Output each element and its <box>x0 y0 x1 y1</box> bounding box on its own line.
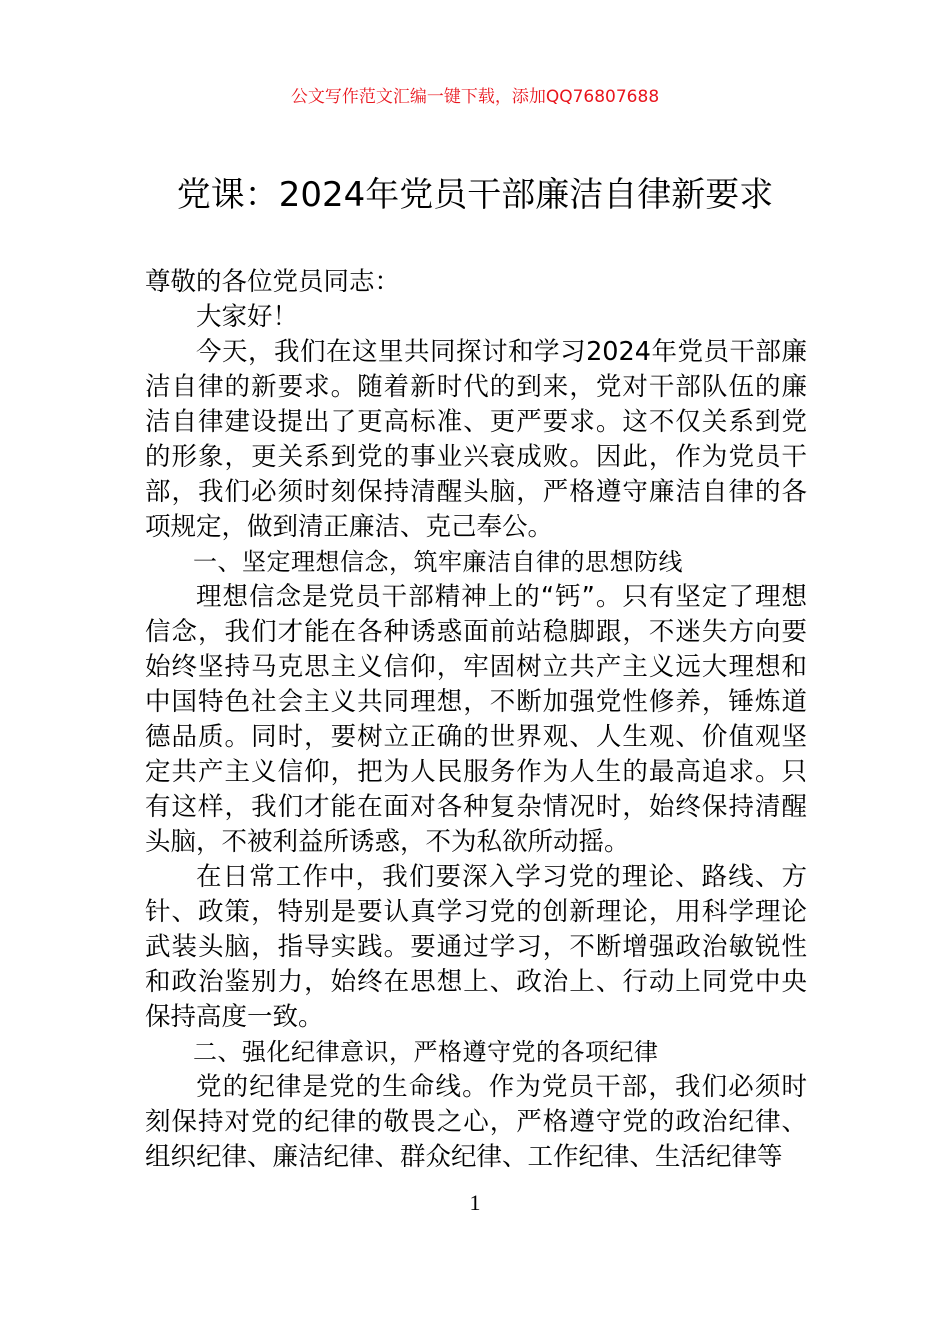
document-title: 党课：2024年党员干部廉洁自律新要求 <box>176 175 774 215</box>
paragraph-intro: 今天，我们在这里共同探讨和学习2024年党员干部廉洁自律的新要求。随着新时代的到来，党对干部队伍的廉洁自律建设提出了更高标准、更严要求。这不仅关系到党的形象，更关系到党的事业兴衰成败。因此，作为党员干部，我们必须时刻保持清醒头脑，严格遵守廉洁自律的各项规定，做到清正廉洁、克己奉公。 <box>145 337 807 542</box>
greeting: 大家好！ <box>196 302 299 332</box>
document-body <box>145 265 807 1175</box>
paragraph-discipline: 党的纪律是党的生命线。作为党员干部，我们必须时刻保持对党的纪律的敬畏之心，严格遵守党的政治纪律、组织纪律、廉洁纪律、群众纪律、工作纪律、生活纪律等 <box>145 1072 807 1172</box>
paragraph-ideals: 理想信念是党员干部精神上的“钙”。只有坚定了理想信念，我们才能在各种诱惑面前站稳脚跟，不迷失方向要始终坚持马克思主义信仰，牢固树立共产主义远大理想和中国特色社会主义共同理想，不断加强党性修养，锤炼道德品质。同时，要树立正确的世界观、人生观、价值观坚定共产主义信仰，把为人民服务作为人生的最高追求。只有这样，我们才能在面对各种复杂情况时，始终保持清醒头脑，不被利益所诱惑，不为私欲所动摇。 <box>145 582 807 857</box>
paragraph-study: 在日常工作中，我们要深入学习党的理论、路线、方针、政策，特别是要认真学习党的创新理论，用科学理论武装头脑，指导实践。要通过学习，不断增强政治敏锐性和政治鉴别力，始终在思想上、政治上、行动上同党中央保持高度一致。 <box>145 862 807 1032</box>
header-banner: 公文写作范文汇编一键下载，添加QQ76807688 <box>290 87 660 107</box>
section-heading-1: 一、坚定理想信念，筑牢廉洁自律的思想防线 <box>193 548 683 576</box>
page-number: 1 <box>469 1190 481 1215</box>
salutation: 尊敬的各位党员同志： <box>145 267 401 297</box>
section-heading-2: 二、强化纪律意识，严格遵守党的各项纪律 <box>193 1038 659 1066</box>
